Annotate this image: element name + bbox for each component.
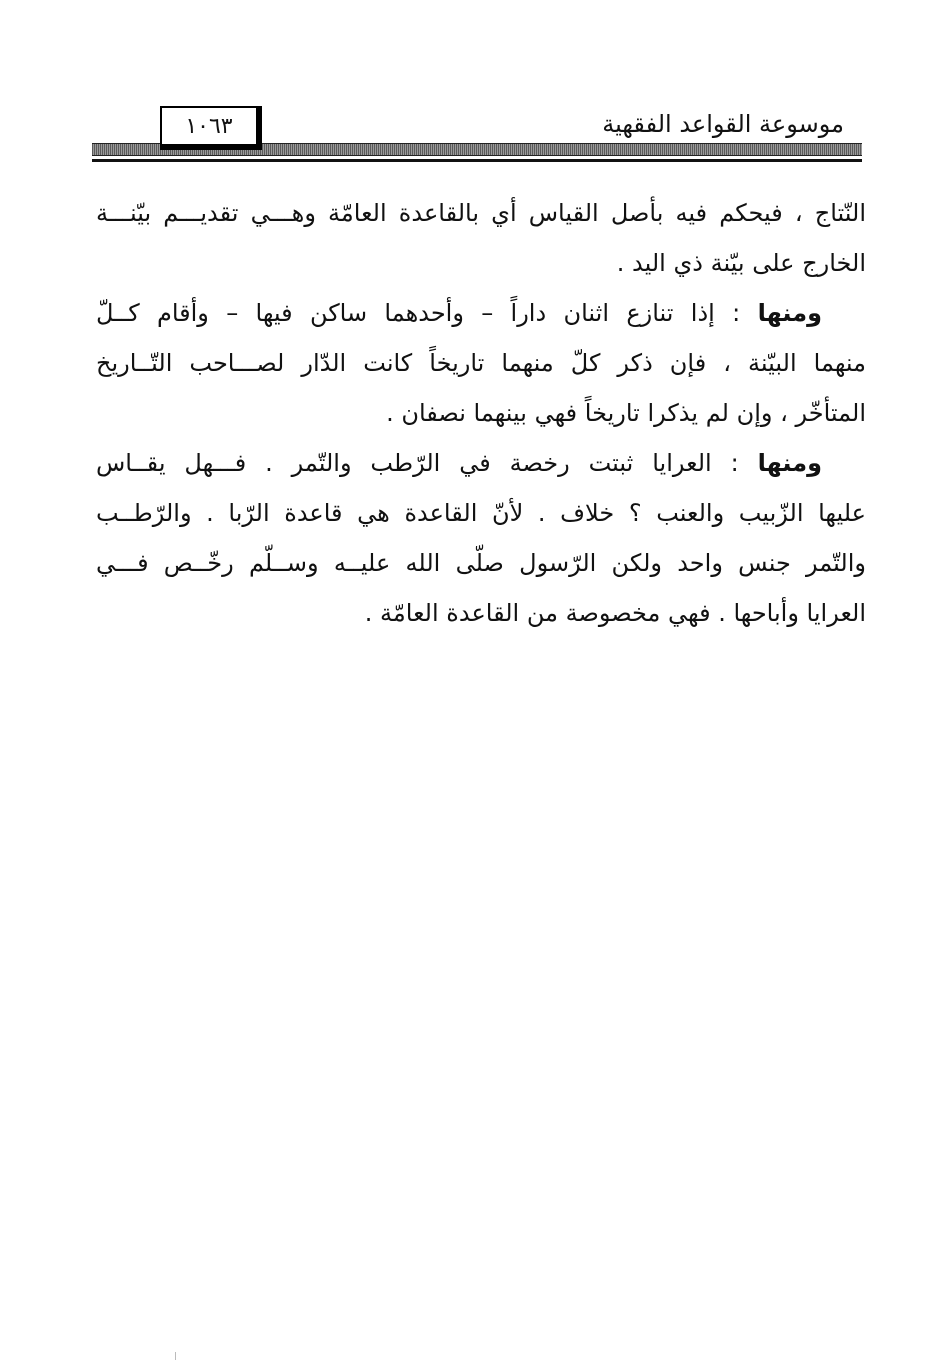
paragraph-1	[96, 188, 866, 288]
body-text	[96, 188, 866, 638]
paragraph-3-line-2: عليها الزّبيب والعنب ؟ خلاف . لأنّ القاعدة هي قاعدة الرّبا . والرّطــب	[96, 499, 866, 527]
page-number: ١٠٦٣	[185, 113, 233, 139]
paragraph-3	[96, 438, 866, 638]
paragraph-1-line-2: الخارج على بيّنة ذي اليد .	[616, 249, 866, 277]
paragraph-3-line-3: والتّمر جنس واحد ولكن الرّسول صلّى الله عليــه وســلّم رخّــص فـــي	[96, 549, 866, 577]
paragraph-1-line-1: النّتاج ، فيحكم فيه بأصل القياس أي بالقاعدة العامّة وهـــي تقديـــم بيّنـــة	[96, 199, 866, 227]
paragraph-2-line-2: منهما البيّنة ، فإن ذكر كلّ منهما تاريخاً كانت الدّار لصـــاحب التّــاريخ	[96, 349, 866, 377]
scan-mark	[175, 1352, 176, 1360]
paragraph-3-line-1-text: : العرايا ثبتت رخصة في الرّطب والتّمر . فـــهل يقــاس	[96, 449, 739, 477]
paragraph-2-line-1-text: : إذا تنازع اثنان داراً – وأحدهما ساكن فيها – وأقام كــلّ	[96, 299, 741, 327]
paragraph-2-lead-word: ومنها	[757, 299, 822, 327]
header-rule-underline	[92, 159, 862, 162]
book-title: موسوعة القواعد الفقهية	[602, 110, 844, 138]
paragraph-2-line-3: المتأخّر ، وإن لم يذكرا تاريخاً فهي بينهما نصفان .	[386, 399, 866, 427]
paragraph-3-line-4: العرايا وأباحها . فهي مخصوصة من القاعدة العامّة .	[364, 599, 866, 627]
page-number-box	[160, 106, 262, 150]
paragraph-3-line-1	[96, 438, 866, 488]
paragraph-2-line-1	[96, 288, 866, 338]
paragraph-3-lead-word: ومنها	[757, 449, 822, 477]
paragraph-2	[96, 288, 866, 438]
